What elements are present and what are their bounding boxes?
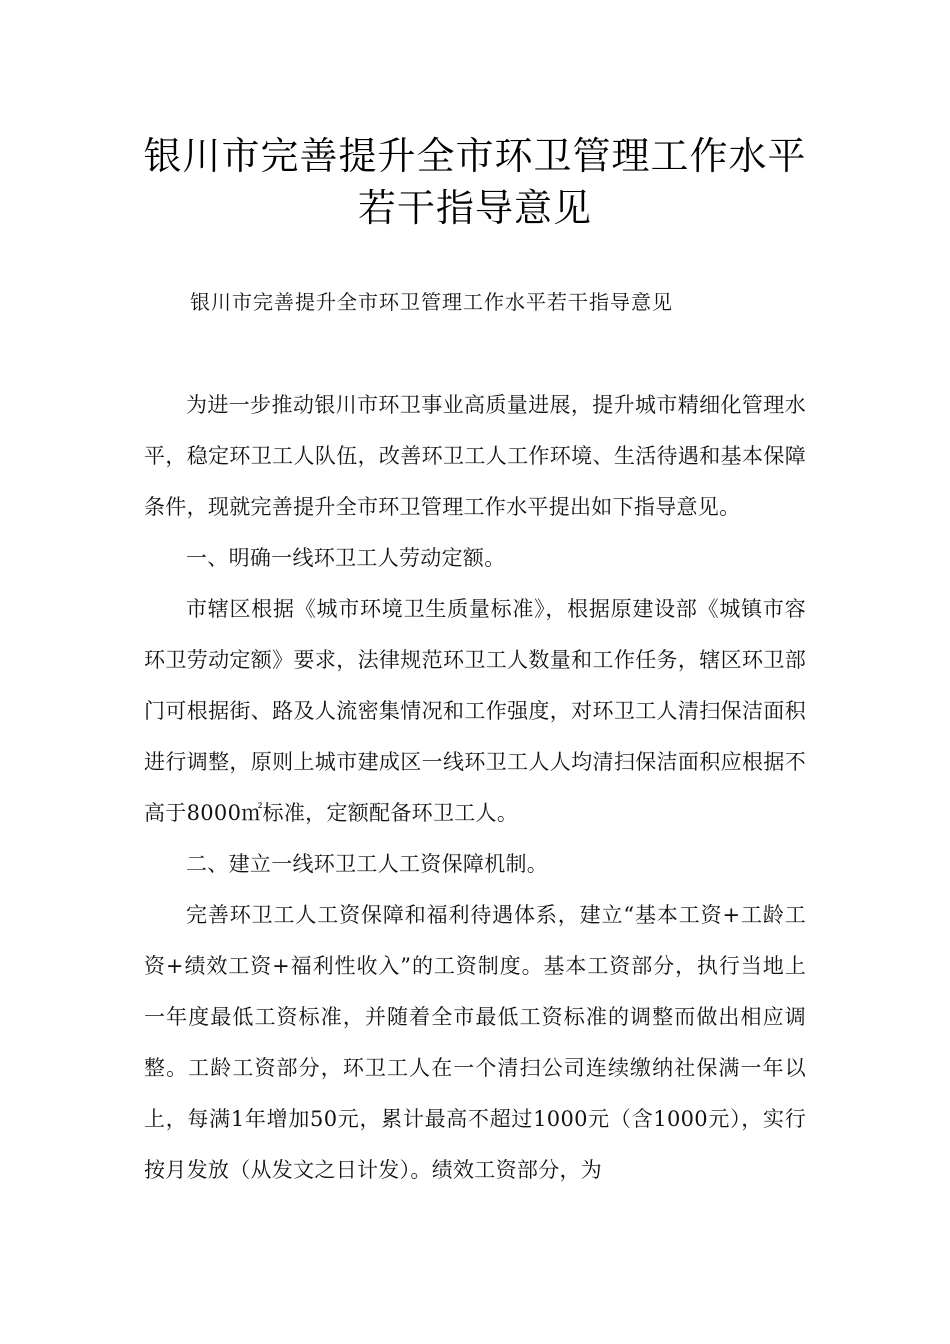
paragraph-section-1: 市辖区根据《城市环境卫生质量标准》，根据原建设部《城镇市容环卫劳动定额》要求，法律规范环卫工人数量和工作任务，辖区环卫部门可根据街、路及人流密集情况和工作强度，对环卫工人清扫保洁面积进行调整，原则上城市建成区一线环卫工人人均清扫保洁面积应根据不高于8000㎡标准，定额配备环卫工人。: [144, 597, 806, 825]
paragraph-intro: 为进一步推动银川市环卫事业高质量进展，提升城市精细化管理水平，稳定环卫工人队伍，改善环卫工人工作环境、生活待遇和基本保障条件，现就完善提升全市环卫管理工作水平提出如下指导意见。: [144, 393, 806, 519]
document-title-line-2: 若干指导意见: [357, 186, 592, 230]
document-subtitle: 银川市完善提升全市环卫管理工作水平若干指导意见: [190, 290, 673, 314]
document-title-line-1: 银川市完善提升全市环卫管理工作水平: [143, 134, 807, 178]
section-heading-2: 二、建立一线环卫工人工资保障机制。: [186, 852, 549, 876]
document-body: [144, 380, 806, 1196]
paragraph-section-2: 完善环卫工人工资保障和福利待遇体系，建立“基本工资+工龄工资+绩效工资+福利性收入”的工资制度。基本工资部分，执行当地上一年度最低工资标准，并随着全市最低工资标准的调整而做出相应调整。工龄工资部分，环卫工人在一个清扫公司连续缴纳社保满一年以上，每满1年增加50元，累计最高不超过1000元（含1000元），实行按月发放（从发文之日计发）。绩效工资部分，为: [144, 903, 806, 1182]
section-heading-1: 一、明确一线环卫工人劳动定额。: [186, 546, 506, 570]
